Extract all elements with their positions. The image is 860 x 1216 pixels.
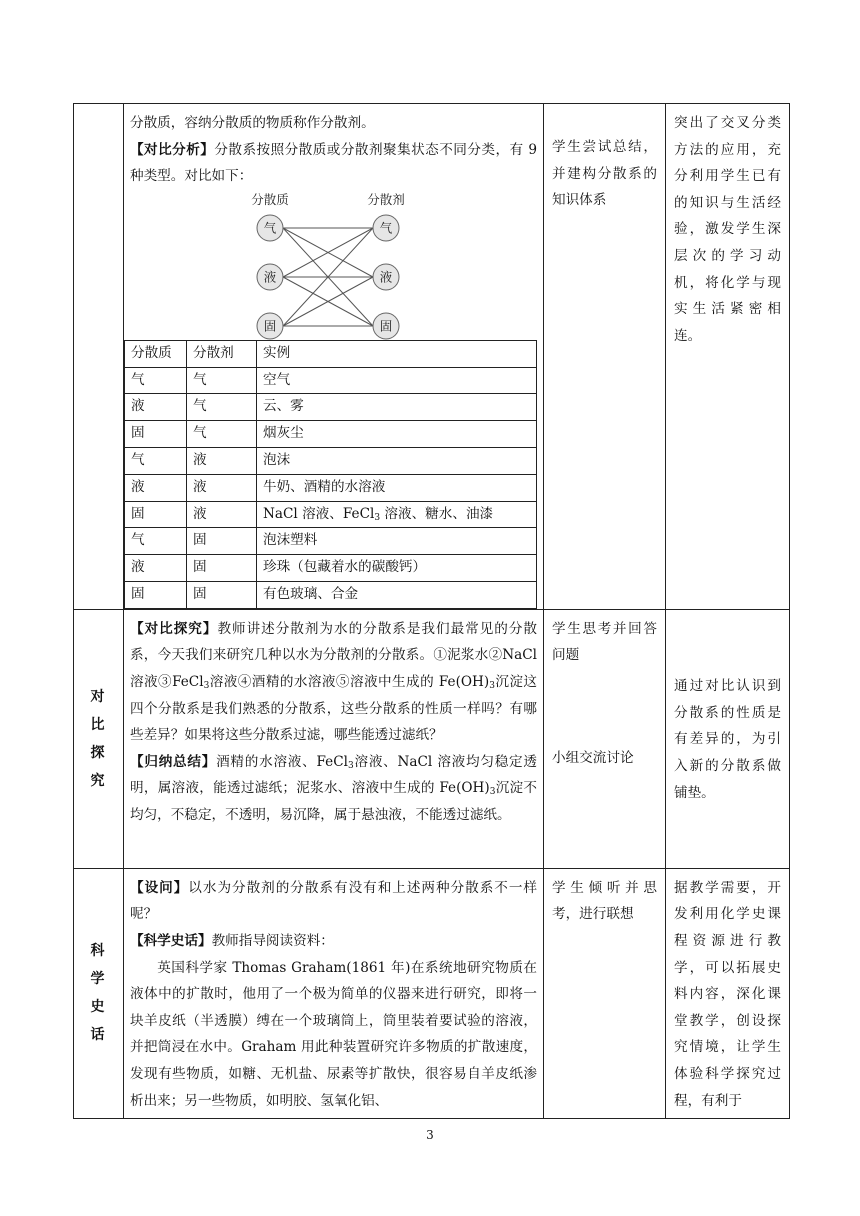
design-cell xyxy=(666,609,790,868)
table-cell: 固 xyxy=(187,528,257,555)
classification-table xyxy=(124,340,537,609)
paragraph-text: 以水为分散剂的分散系有没有和上述两种分散系不一样呢？ xyxy=(130,879,538,923)
paragraph xyxy=(130,749,537,829)
row-label xyxy=(74,609,124,868)
paragraph-text: 分散系按照分散质或分散剂聚集状态不同分类，有 9 种类型。对比如下： xyxy=(130,141,538,185)
paragraph-text: 沉淀不均匀，不稳定，不透明，易沉降，属于悬浊液，不能透过滤纸。 xyxy=(130,780,537,823)
design-intent: 通过对比认识到分散系的性质是有差异的，为引入新的分散系做铺垫。 xyxy=(674,678,781,801)
paragraph-text: 教师讲述分散剂为水的分散系是我们最常见的分散系，今天我们来研究几种以水为分散剂的分散系。①泥浆水②NaCl 溶液③FeCl xyxy=(130,620,538,690)
table-row xyxy=(125,367,537,394)
table-cell: 固 xyxy=(187,581,257,608)
table-cell: 固 xyxy=(125,581,187,608)
paragraph xyxy=(130,875,537,928)
subscript: 3 xyxy=(347,760,354,771)
paragraph-text: 溶液、NaCl 溶液均匀稳定透明，属溶液，能透过滤纸；泥浆水、溶液中生成的 Fe(OH) xyxy=(130,753,537,797)
state-label: 液 xyxy=(263,269,277,285)
table-cell: 液 xyxy=(187,501,257,528)
state-label: 气 xyxy=(379,220,393,236)
table-row xyxy=(74,609,790,868)
table-row xyxy=(125,394,537,421)
student-cell xyxy=(544,868,666,1118)
page-number: 3 xyxy=(426,1128,434,1142)
table-cell: 气 xyxy=(125,528,187,555)
table-row xyxy=(125,581,537,608)
content-cell xyxy=(124,868,544,1118)
section-tag: 【归纳总结】 xyxy=(130,753,217,770)
table-cell: 云、雾 xyxy=(257,394,537,421)
table-cell: 分散质 xyxy=(125,340,187,367)
diagram-left-header: 分散质 xyxy=(251,191,289,207)
table-row xyxy=(74,104,790,610)
row-label-text: 对比探究 xyxy=(90,688,107,789)
table-cell: 分散剂 xyxy=(187,340,257,367)
table-row xyxy=(125,528,537,555)
table-cell: 固 xyxy=(125,421,187,448)
table-row xyxy=(74,868,790,1118)
state-label: 气 xyxy=(263,220,277,236)
table-cell: 液 xyxy=(125,555,187,582)
state-label: 液 xyxy=(379,269,393,285)
table-cell: 液 xyxy=(187,474,257,501)
table-cell: 气 xyxy=(187,394,257,421)
student-activity: 学生尝试总结，并建构分散系的知识体系 xyxy=(552,139,657,209)
table-cell: 固 xyxy=(187,555,257,582)
paragraph xyxy=(130,928,537,955)
paragraph-text: 沉淀这四个分散系是我们熟悉的分散系，这些分散系的性质一样吗？有哪些差异？如果将这些分散系过滤，哪些能透过滤纸？ xyxy=(130,673,538,744)
table-row xyxy=(125,447,537,474)
section-tag: 【对比探究】 xyxy=(130,620,218,637)
table-cell: 气 xyxy=(125,367,187,394)
student-activity: 学生思考并回答问题 xyxy=(552,620,657,664)
subscript: 3 xyxy=(203,680,210,691)
state-label: 固 xyxy=(263,318,277,334)
table-cell: 泡沫 xyxy=(257,447,537,474)
table-cell: 气 xyxy=(125,447,187,474)
table-cell: 有色玻璃、合金 xyxy=(257,581,537,608)
design-cell xyxy=(666,868,790,1118)
diagram-lines xyxy=(283,228,373,326)
table-cell: 液 xyxy=(125,394,187,421)
table-cell: 泡沫塑料 xyxy=(257,528,537,555)
paragraph-text: 溶液④酒精的水溶液⑤溶液中生成的 Fe(OH) xyxy=(209,673,490,690)
table-row xyxy=(125,501,537,528)
section-tag: 【科学史话】 xyxy=(130,932,212,949)
subscript: 3 xyxy=(489,680,495,691)
paragraph: 分散质，容纳分散质的物质称作分散剂。 xyxy=(130,115,375,131)
paragraph: 英国科学家 Thomas Graham(1861 年)在系统地研究物质在液体中的扩散时，他用了一个极为简单的仪器来进行研究，即将一块羊皮纸（半透膜）缚在一个玻璃筒上，筒里装着要试验的溶液，并把筒浸在水中。Graham 用此种装置研究许多物质的扩散速度，发现有些物质，如糖、无机盐、尿素等扩散快，很容易自羊皮纸渗析出来；另一些物质，如明胶、氢氧化铝、 xyxy=(130,959,537,1109)
table-cell: 气 xyxy=(187,367,257,394)
section-tag: 【设问】 xyxy=(130,879,189,896)
label-cell xyxy=(74,104,124,610)
paragraph xyxy=(130,137,537,190)
design-intent: 据教学需要，开发利用化学史课程资源进行教学，可以拓展史料内容，深化课堂教学，创设探究情境，让学生体验科学探究过程，有利于 xyxy=(674,879,781,1109)
section-tag: 【对比分析】 xyxy=(130,141,215,158)
subscript: 3 xyxy=(489,787,496,798)
row-label xyxy=(74,868,124,1118)
content-cell xyxy=(124,609,544,868)
table-cell: 烟灰尘 xyxy=(257,421,537,448)
lesson-plan-table xyxy=(73,103,790,1119)
diagram-right-header: 分散剂 xyxy=(367,191,405,207)
row-label-text: 科学史话 xyxy=(90,943,107,1044)
table-row xyxy=(125,474,537,501)
table-cell: 液 xyxy=(125,474,187,501)
dispersion-diagram xyxy=(240,190,420,340)
table-cell: 固 xyxy=(125,501,187,528)
student-activity: 学生倾听并思考，进行联想 xyxy=(552,879,657,923)
table-cell: 空气 xyxy=(257,367,537,394)
student-activity: 小组交流讨论 xyxy=(552,749,634,766)
student-cell xyxy=(544,104,666,610)
table-row xyxy=(125,340,537,367)
paragraph-text: 酒精的水溶液、FeCl xyxy=(216,753,348,770)
paragraph-text: 教师指导阅读资料： xyxy=(211,932,334,949)
subscript: 3 xyxy=(374,512,381,523)
table-cell: NaCl 溶液、FeCl$_3$ 溶液、糖水、油漆 xyxy=(257,501,537,528)
design-intent: 突出了交叉分类方法的应用，充分利用学生已有的知识与生活经验，激发学生深层次的学习动机，将化学与现实生活紧密相连。 xyxy=(674,115,781,344)
table-cell: 珍珠（包藏着水的碳酸钙） xyxy=(257,555,537,582)
table-row xyxy=(125,555,537,582)
paragraph xyxy=(130,616,537,749)
content-cell xyxy=(124,104,544,610)
design-cell xyxy=(666,104,790,610)
table-cell: 液 xyxy=(187,447,257,474)
table-cell: 实例 xyxy=(257,340,537,367)
table-row xyxy=(125,421,537,448)
state-label: 固 xyxy=(379,318,393,334)
table-cell: 牛奶、酒精的水溶液 xyxy=(257,474,537,501)
table-cell: 气 xyxy=(187,421,257,448)
student-cell xyxy=(544,609,666,868)
